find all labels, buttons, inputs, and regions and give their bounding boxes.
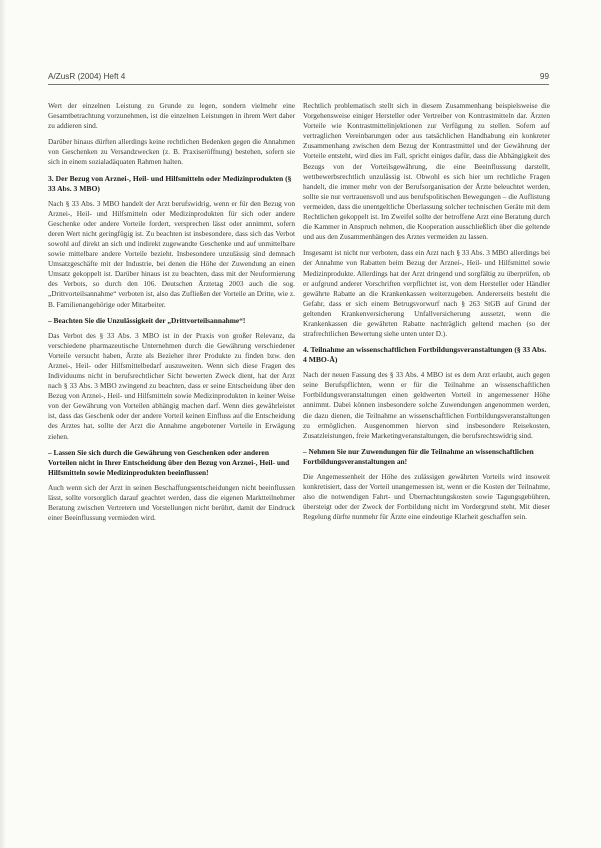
journal-reference: A/ZusR (2004) Heft 4 (48, 72, 126, 81)
paragraph: Wert der einzelnen Leistung zu Grunde zu legen, sondern vielmehr eine Gesamtbetrachtung vorzunehmen, ist die einzelnen Leistungen in ihrem Wert daher zu addieren sind. (48, 101, 295, 131)
paragraph: Insgesamt ist nicht nur verboten, dass ein Arzt nach § 33 Abs. 3 MBO allerdings bei der Annahme von Rabatten beim Bezug der Arznei-, Heil- und Hilfsmittel sowie Medizinprodukte. Allerdings hat der Arzt dringend und sorgfältig zu überprüfen, ob er aufgrund anderer Vorschriften verpflichtet ist, von dem Hersteller oder Händler gewährte Rabatte an die Krankenkassen weiterzugeben. Andererseits besteht die Gefahr, dass er sich einem Betrugsvorwurf nach § 263 StGB auf Grund der geltenden Krankenversicherung Unfallversicherung aussetzt, wenn die Krankenkassen die gewährten Rabatte nachträglich geltend machen (so der strafrechtlichen Bewertung siehe unten unter D.). (303, 248, 550, 339)
right-text-column (303, 101, 550, 528)
section-heading: 4. Teilnahme an wissenschaftlichen Fortbildungsveranstaltungen (§ 33 Abs. 4 MBO-Ä) (303, 345, 547, 365)
paragraph: Nach der neuen Fassung des § 33 Abs. 4 MBO ist es dem Arzt erlaubt, auch gegen seine Berufspflichten, wenn er für die Teilnahme an wissenschaftlichen Fortbildungsveranstaltungen einen geldwerten Vorteil in angemessener Höhe annimmt. Dabei können insbesondere solche Zuwendungen angenommen werden, die dazu dienen, die Teilnahme an wissenschaftlichen Fortbildungsveranstaltungen zu ermöglichen. Ausgenommen hiervon sind insbesondere Reisekosten, Zusatzleistungen, freie Marketingveranstaltungen, die berufsrechtswidrig sind. (303, 370, 550, 440)
practice-tip-heading: – Nehmen Sie nur Zuwendungen für die Teilnahme an wissenschaftlichen Fortbildungsveranstaltungen an! (303, 446, 534, 466)
paragraph: Das Verbot des § 33 Abs. 3 MBO ist in der Praxis von großer Relevanz, da verschiedene pharmazeutische Unternehmen durch die Gewährung verschiedener Vorteile versucht haben, Ärzte als Bezieher ihrer Produkte zu finden bzw. den Arznei-, Heil- oder Hilfsmittelbedarf auszuweiten. Wenn sich diese Fragen des Individuums nicht in berufsrechtlicher Sicht bewerten Zweck dient, hat der Arzt nach § 33 Abs. 3 MBO zwingend zu beachten, dass er seine Entscheidung über den Bezug von Arznei-, Heil- und Hilfsmitteln sowie Medizinprodukten in keiner Weise von der Gewährung von Vorteilen abhängig machen darf. Wenn dies gewährleistet ist, dass das Geschenk oder der andere Vorteil keinen Einfluss auf die Entscheidung des Arztes hat, sollte der Arzt die Annahme angebotener Vorteile in Erwägung ziehen. (48, 330, 295, 441)
paragraph: Die Angemessenheit der Höhe des zulässigen gewährten Vorteils wird insoweit konkretisiert, dass der Vorteil unangemessen ist, wenn er die Kosten der Teilnahme, also die notwendigen Fahrt- und Übernachtungskosten sowie Tagungsgebühren, übersteigt oder der Zweck der Fortbildung nicht im Vordergrund steht. Mit dieser Regelung dürfte nunmehr für Ärzte eine eindeutige Klarheit geschaffen sein. (303, 471, 550, 522)
practice-tip-heading: – Beachten Sie die Unzulässigkeit der „Drittvorteilsannahme“! (48, 315, 246, 325)
practice-tip-heading: – Lassen Sie sich durch die Gewährung von Geschenken oder anderen Vorteilen nicht in Ihrer Entscheidung über den Bezug von Arznei-, Heil- und Hilfsmitteln sowie Medizinprodukten beeinflussen! (48, 447, 290, 477)
left-text-column (48, 101, 295, 529)
scan-edge-shadow (0, 0, 6, 848)
paragraph: Nach § 33 Abs. 3 MBO handelt der Arzt berufswidrig, wenn er für den Bezug von Arznei-, Heil- und Hilfsmitteln oder Medizinprodukten für sich oder andere Geschenke oder andere Vorteile fordert, versprechen lässt oder annimmt, sofern deren Wert nicht geringfügig ist. Zu beachten ist insbesondere, dass sich das Verbot sowohl auf direkt an sich und indirekt zugewandte Geschenke und auf unmittelbare sowie mittelbare andere Vorteile bezieht. Insbesondere unzulässig sind demnach Umsatzgeschäfte mit der Industrie, bei denen die Höhe der Zuwendung an einen Umsatz gekoppelt ist. Darüber hinaus ist zu beachten, dass mit der Neuformierung des Verbots, so durch den 106. Deutschen Ärztetag 2003 auch die sog. „Drittvorteilsannahme“ verboten ist, also das Zufließen der Vorteile an Dritte, wie z. B. Familienangehörige oder Mitarbeiter. (48, 198, 295, 309)
paragraph: Darüber hinaus dürften allerdings keine rechtlichen Bedenken gegen die Annahmen von Geschenken zu Versandzwecken (z. B. Praxiseröffnung) bestehen, sofern sie sich in einem sozialadäquaten Rahmen halten. (48, 137, 295, 167)
running-header (48, 72, 549, 85)
paragraph: Auch wenn sich der Arzt in seinen Beschaffungsentscheidungen nicht beeinflussen lässt, sollte vorsorglich darauf geachtet werden, dass die eigenen Marktteilnehmer Beratung zwischen Vertretern und Vorstellungen nicht berührt, damit der Eindruck einer Beeinflussung vermieden wird. (48, 482, 295, 522)
paragraph: Rechtlich problematisch stellt sich in diesem Zusammenhang beispielsweise die Vorgehensweise einiger Hersteller oder Vertreiber von Kontrastmitteln dar. Ärzten Vorteile wie Kontrastmittelinjektionen zur Verfügung zu stellen. Sofern auf vertraglichen Vereinbarungen oder aus tatsächlichen Handhabung ein konkreter Zusammenhang zwischen dem Bezug der Kontrastmittel und der Gewährung der Vorteile entsteht, wird dies im Fall, spricht einiges dafür, dass die Abhängigkeit des Bezugs von der Vorteilsgewährung, die eine Beeinflussung darstellt, wettbewerbsrechtlich unzulässig ist. Obwohl es sich hier um rechtliche Fragen handelt, die immer mehr von der Berufsorganisation der Ärzte beleuchtet werden, sollte sie nur vertrauensvoll und aus berufspolitischen Bewegungen – die Auflistung vermeiden, dass die unentgeltliche Überlassung solcher technischen Geräte mit dem Rechtlichen gekoppelt ist. Im Zweifel sollte der betroffene Arzt eine Beratung durch die Kammer in Anspruch nehmen, die Kooperation ausschließlich über die geltende und aus den Zusammenhängen des Arztes vermeiden zu lassen. (303, 101, 550, 242)
section-heading: 3. Der Bezug von Arznei-, Heil- und Hilfsmitteln oder Medizinprodukten (§ 33 Abs. 3 MBO) (48, 173, 292, 193)
page-number: 99 (539, 72, 549, 81)
